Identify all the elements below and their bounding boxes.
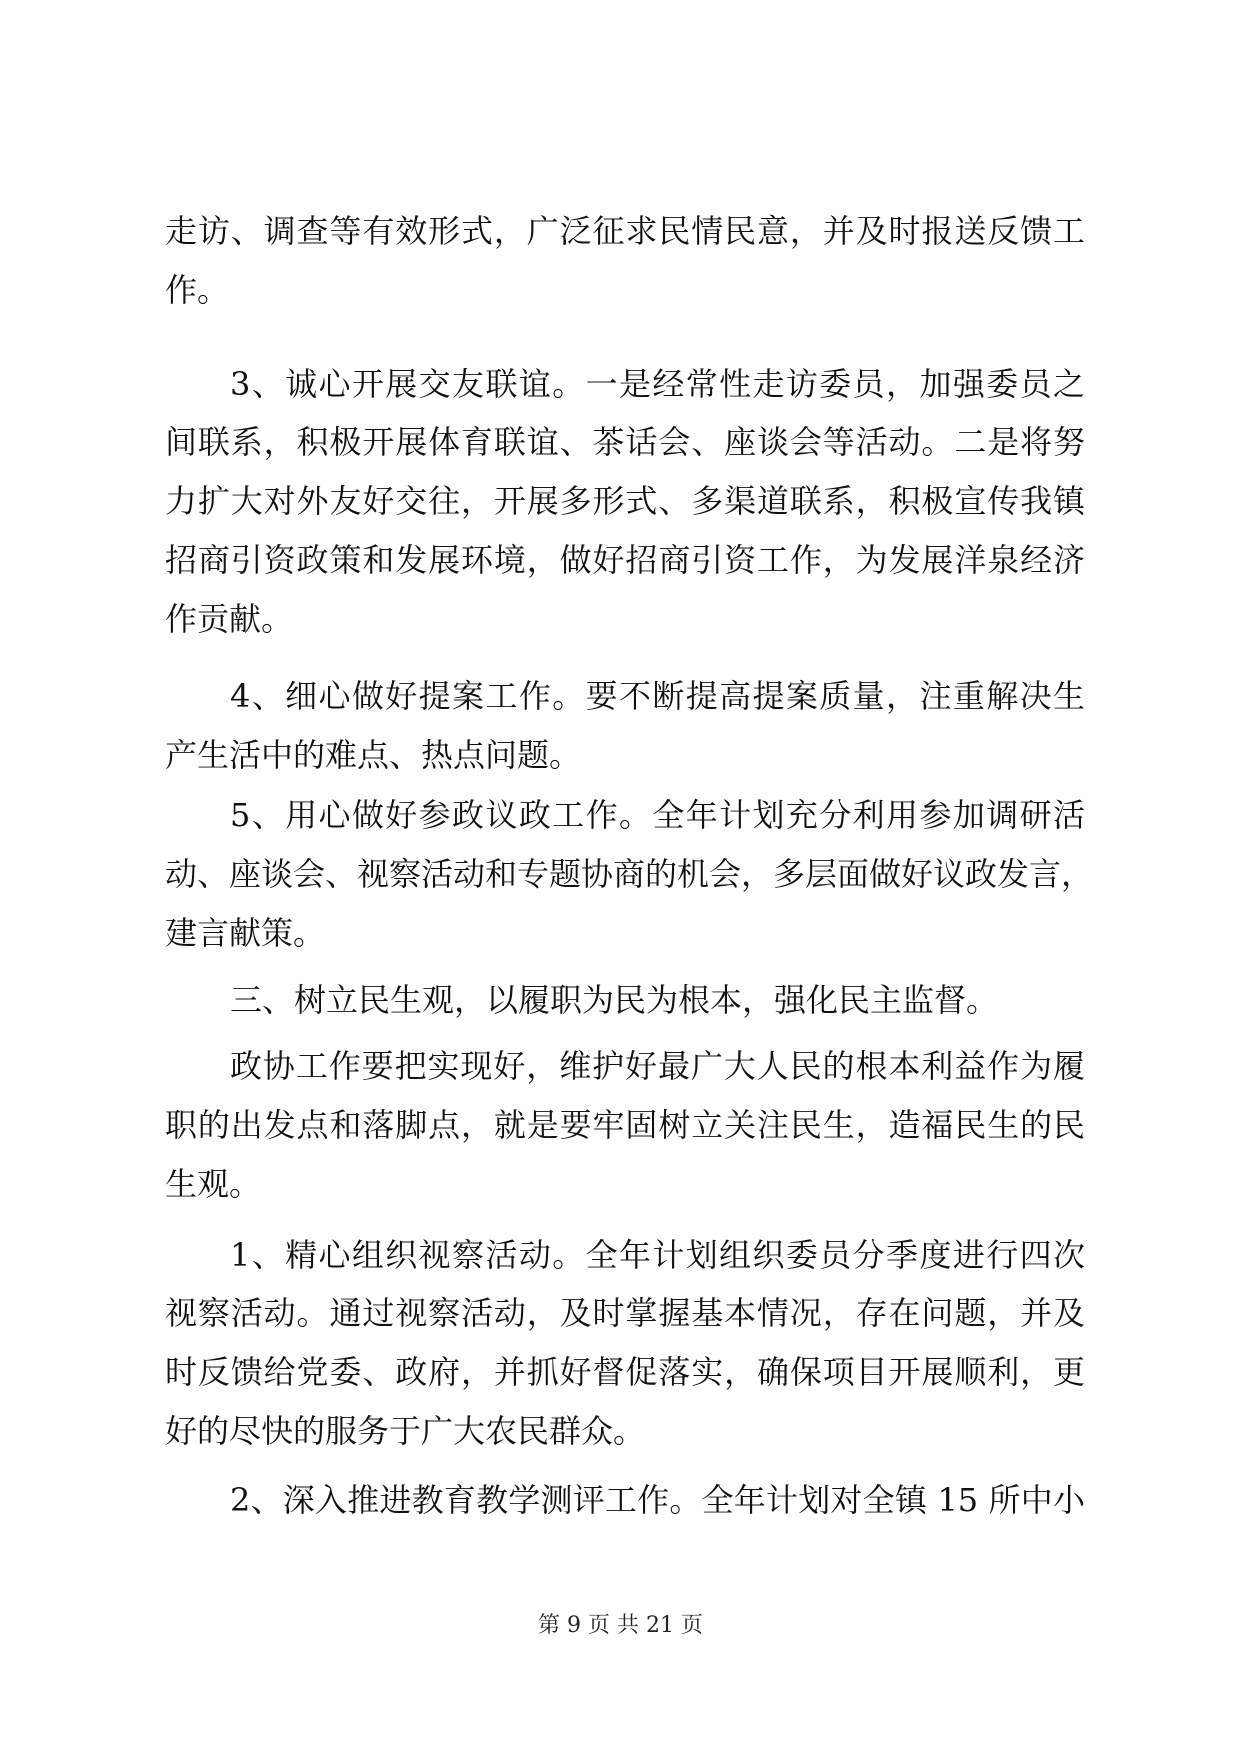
page-number-footer: 第 9 页 共 21 页 [538, 1613, 703, 1638]
text-line: 产生活中的难点、热点问题。 [165, 736, 582, 774]
text-line: 动、座谈会、视察活动和专题协商的机会，多层面做好议政发言， [165, 855, 1094, 893]
text-line: 职的出发点和落脚点，就是要牢固树立关注民生，造福民生的民 [165, 1106, 1085, 1144]
text-line: 好的尽快的服务于广大农民群众。 [165, 1412, 646, 1450]
text-line: 1、精心组织视察活动。全年计划组织委员分季度进行四次 [230, 1236, 1085, 1274]
text-line: 政协工作要把实现好，维护好最广大人民的根本利益作为履 [230, 1047, 1085, 1085]
text-line: 作。 [165, 271, 230, 309]
text-line: 作贡献。 [165, 600, 294, 638]
text-line: 生观。 [165, 1165, 262, 1203]
text-line: 间联系，积极开展体育联谊、茶话会、座谈会等活动。二是将努 [165, 423, 1085, 461]
text-line: 3、诚心开展交友联谊。一是经常性走访委员，加强委员之 [230, 365, 1085, 403]
text-line: 4、细心做好提案工作。要不断提高提案质量，注重解决生 [230, 677, 1085, 715]
text-line: 时反馈给党委、政府，并抓好督促落实，确保项目开展顺利，更 [165, 1353, 1085, 1391]
text-line: 力扩大对外友好交往，开展多形式、多渠道联系，积极宣传我镇 [165, 482, 1085, 520]
text-line: 招商引资政策和发展环境，做好招商引资工作，为发展洋泉经济 [165, 541, 1085, 579]
text-line: 2、深入推进教育教学测评工作。全年计划对全镇 15 所中小 [230, 1481, 1085, 1519]
text-line: 5、用心做好参政议政工作。全年计划充分利用参加调研活 [230, 796, 1085, 834]
text-line: 视察活动。通过视察活动，及时掌握基本情况，存在问题，并及 [165, 1294, 1085, 1332]
text-line: 建言献策。 [165, 914, 326, 952]
section-heading: 三、树立民生观，以履职为民为根本，强化民主监督。 [230, 981, 999, 1019]
text-line: 走访、调查等有效形式，广泛征求民情民意，并及时报送反馈工 [165, 212, 1085, 250]
